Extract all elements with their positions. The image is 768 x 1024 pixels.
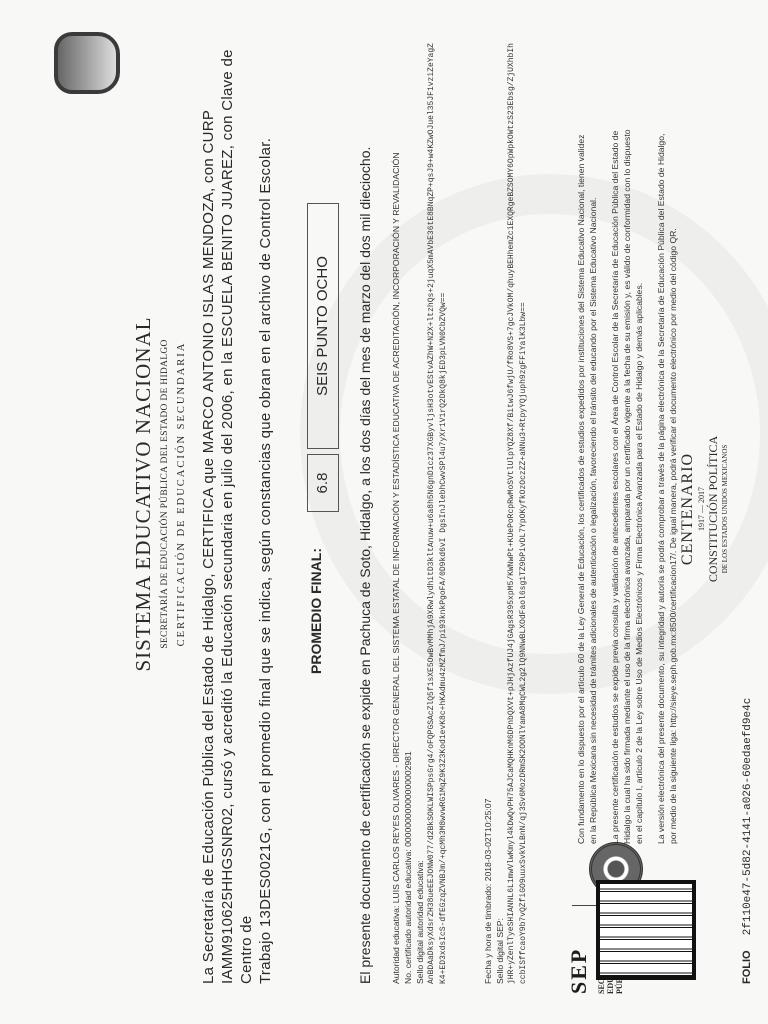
grade-value-box: 6.8 [307,454,339,512]
subtitle: SECRETARÍA DE EDUCACIÓN PÚBLICA DEL ESTADO DE HIDALGO [160,339,170,649]
sep-logo: SEP [566,947,591,994]
legal-block [575,124,679,844]
cert-line-2: IAMM910625HHGSNR02, cursó y acreditó la Educación secundaria en julio del 2006, en la ESCUELA BENITO JUAREZ, con Clave de Centro de [219,49,255,984]
centenario-years: 1917 — 2017 [697,487,706,531]
stamp-seal-label: Sello digital SEP: [495,918,505,984]
legal-p3: La versión electrónica del presente documento, su integridad y autoría se podrá comprobar a través de la página electrónica de la Secretaría de Educación Pública del Estado de Hidalgo, por medio de la siguiente liga: http://sieye.seph.gob.mx:8500/certificacion17/. De igual manera, podrá verificar el documento electrónico por medio del código QR. [656,133,678,844]
centenario-block [679,399,729,619]
grade-words-box: SEIS PUNTO OCHO [307,203,339,449]
authority-line-1: Autoridad educativa: LUIS CARLOS REYES OLIVARES - DIRECTOR GENERAL DEL SISTEMA ESTATAL DE INFORMACIÓN Y ESTADÍSTICA EDUCATIVA DE ACREDITACIÓN, INCORPORACIÓN Y REVALIDACIÓN [391,152,401,984]
stamp-seal: jHR+yZenlTyeSHIANNL6L1mwVlwKmyl4kDwQvPH75AJCaMQHKnM6DPnbQXVt+pJHjAzfUJ4jGAgsR395xpM5/KWNwPt+KUePoRcpRwMoSVtlUlpYQZ8Xf/BitwJ6fwjU/fRo8VS+7gcJVkOM/qhuyBEHhemZciEXQRgeBZSOMY6OpWpkOWtzS23Ebsg/ZjUXhbIhccbISffcaoY9b7vQZfiGO9uuxSvkVLBnN/qj3Sv6MozDRmSK2OONlYamA8MqCWL2g2lQ9NNwBLXOdFaol6sg1TZ9bPivDL7YpOKyfkOzOczZZ+aNNu3+RtpyYQjuph9zgFFiYalK3Lbw== [507,43,528,984]
authority-block [390,39,450,984]
constitucion-line-2: DE LOS ESTADOS UNIDOS MEXICANOS [721,444,729,574]
stamp-date: Fecha y hora de timbrado: 2018-03-02T10:25:07 [483,798,493,984]
folio [741,698,754,984]
stamp-block [482,39,530,984]
cert-line-3: Trabajo 13DES0021G, con el promedio final que se indica, según constancias que obran en el archivo de Control Escolar. [257,137,274,984]
doc-type: CERTIFICACIÓN DE EDUCACIÓN SECUNDARIA [176,341,187,647]
constitucion-line-1: CONSTITUCIÓN POLÍTICA [706,435,720,583]
qr-code [596,880,696,980]
authority-seal: AnBDAaDksyXdsrZH38ueEEJONW077/d2BkSOKLWISPpsGrg4/oFQPGSAcZlQ5f1sXE5OwBvMMhjA9XRwlydhitD3kltAnuw+u6a8h5N6gnD1cz37XGByvljsH3otvEStvAZhW+N2X+ltzhQs+2juqX5mAVbE36tE8BNqZP+qsJ9+w4KZwOJuel35JF1vziZeYagZK4+ED3xdsIcS-dfEGzqZVNBJm/+qcMh3M8wvwRG1MqZ9K3Z3Kod1evK8c+hKAdmu4zMZfmJ/pi93knkPgoFA/0D9kd6vI DgsInJlebhCwvSPl4u7yXr1V1rQ2DkQ8kjED3pLVN0CbZVQw== [427,43,448,984]
folio-label: FOLIO [741,950,753,984]
folio-value: 2f110e47-5d82-4141-a026-60edaefd9e4c [742,697,754,936]
hidalgo-shield-icon [54,32,120,94]
issue-text: El presente documento de certificación se expide en Pachuca de Soto, Hidalgo, a los dos días del mes de marzo del dos mil dieciocho. [357,146,373,984]
authority-line-2: No. certificado autoridad educativa: 00000000000000002981 [403,751,413,984]
legal-p1: Con fundamento en lo dispuesto por el artículo 60 de la Ley General de Educación, los certificados de estudios expedidos por instituciones del Sistema Educativo Nacional, tienen validez en la República Mexicana sin necesidad de trámites adicionales de autenticación o legalización, favoreciendo el tránsito del educando por el Sistema Educativo Nacional. [576,134,598,844]
authority-line-3: Sello digital autoridad educativa: [415,860,425,984]
cert-line-1: La Secretaría de Educación Pública del Estado de Hidalgo, CERTIFICA que MARCO ANTONIO ISLAS MENDOZA, con CURP [200,109,217,984]
grade-label: PROMEDIO FINAL: [308,548,324,674]
heading-block [131,264,187,724]
system-title: SISTEMA EDUCATIVO NACIONAL [131,316,155,672]
legal-p2: La presente certificación de estudios se expide previa consulta y validación de antecedentes escolares con el Área de Control Escolar de la Secretaría de Educación Pública del Estado de Hidalgo la cual ha sido firmada mediante el uso de la firma electrónica avanzada, amparada por un certificado vigente a la fecha de su emisión y, es válido de conformidad con lo dispuesto en el capítulo I, artículo 2 de la Ley sobre Uso de Medios Electrónicos y Firma Electrónica Avanzada para el Estado de Hidalgo y demás aplicables. [610,129,644,844]
centenario-title: CENTENARIO [679,452,696,566]
certification-text [199,34,275,984]
